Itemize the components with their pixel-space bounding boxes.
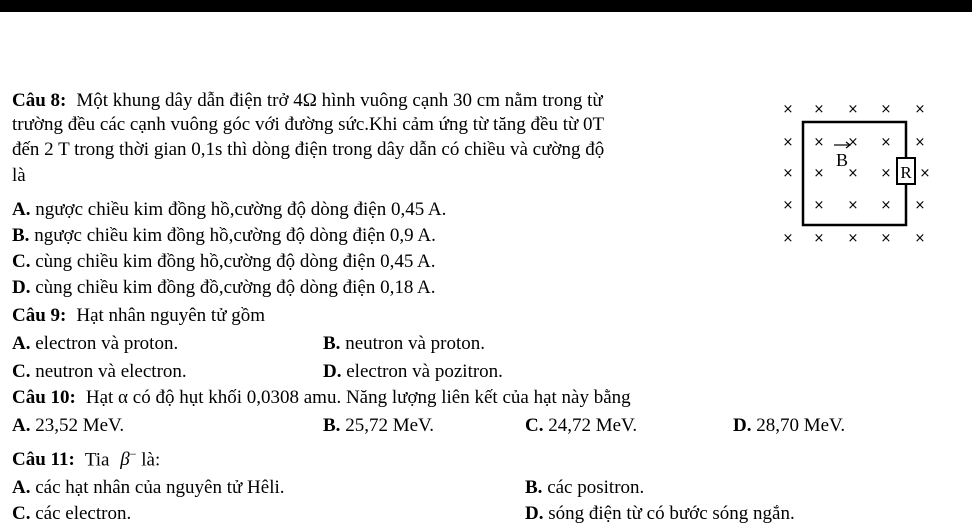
q11-option-a[interactable]: A. các hạt nhân của nguyên tử Hêli. <box>12 477 285 498</box>
q8-option-a[interactable]: A. ngược chiều kim đồng hồ,cường độ dòng điện 0,45 A. <box>12 199 447 220</box>
q11-stem: Câu 11: Tia β− là: <box>12 447 161 471</box>
q8-stem-line-2: trường đều các cạnh vuông góc với đường sức.Khi cảm ứng từ tăng đều từ 0T <box>12 114 605 135</box>
q9-option-d[interactable]: D. electron và pozitron. <box>323 361 503 382</box>
svg-text:×: × <box>847 102 859 117</box>
svg-text:×: × <box>914 135 926 150</box>
svg-text:×: × <box>782 135 794 150</box>
q8-label: Câu 8: <box>12 90 67 111</box>
svg-text:×: × <box>847 135 859 150</box>
q10-stem: Câu 10: Hạt α có độ hụt khối 0,0308 amu. Năng lượng liên kết của hạt này bằng <box>12 387 631 408</box>
svg-text:×: × <box>782 102 794 117</box>
q9-option-c[interactable]: C. neutron và electron. <box>12 361 187 382</box>
q9-option-b[interactable]: B. neutron và proton. <box>323 333 486 354</box>
svg-text:×: × <box>813 166 825 181</box>
svg-text:×: × <box>847 231 859 246</box>
svg-text:×: × <box>880 102 892 117</box>
svg-text:×: × <box>813 198 825 213</box>
svg-text:×: × <box>880 231 892 246</box>
svg-text:×: × <box>847 198 859 213</box>
q10-option-b[interactable]: B. 25,72 MeV. <box>323 415 435 436</box>
field-label: B <box>835 150 849 170</box>
beta-minus-sup: − <box>129 447 137 461</box>
q8-stem-line-4: là <box>12 165 26 186</box>
svg-text:×: × <box>914 102 926 117</box>
q11-option-d[interactable]: D. sóng điện từ có bước sóng ngắn. <box>525 503 795 524</box>
q11-option-c[interactable]: C. các electron. <box>12 503 132 524</box>
svg-text:×: × <box>782 166 794 181</box>
svg-text:×: × <box>813 135 825 150</box>
svg-text:×: × <box>782 198 794 213</box>
svg-text:×: × <box>813 231 825 246</box>
svg-text:×: × <box>813 102 825 117</box>
q10-option-a[interactable]: A. 23,52 MeV. <box>12 415 125 436</box>
svg-text:×: × <box>914 231 926 246</box>
q10-option-c[interactable]: C. 24,72 MeV. <box>525 415 638 436</box>
top-black-bar <box>0 0 972 12</box>
q10-label: Câu 10: <box>12 387 76 408</box>
svg-text:×: × <box>880 135 892 150</box>
svg-text:×: × <box>880 166 892 181</box>
magnetic-field-loop-diagram <box>770 92 970 252</box>
q8-stem-line-1: Câu 8: Một khung dây dẫn điện trở 4Ω hình vuông cạnh 30 cm nằm trong từ <box>12 90 603 111</box>
svg-text:×: × <box>847 166 859 181</box>
q9-option-a[interactable]: A. electron và proton. <box>12 333 179 354</box>
q8-option-b[interactable]: B. ngược chiều kim đồng hồ,cường độ dòng điện 0,9 A. <box>12 225 436 246</box>
q9-stem: Câu 9: Hạt nhân nguyên tử gồm <box>12 305 266 326</box>
resistor-label: R <box>900 163 912 182</box>
svg-text:×: × <box>914 198 926 213</box>
svg-text:×: × <box>880 198 892 213</box>
svg-text:×: × <box>782 231 794 246</box>
vector-arrow-icon <box>834 142 850 148</box>
beta-symbol: β <box>120 449 130 471</box>
q11-label: Câu 11: <box>12 449 75 471</box>
q11-option-b[interactable]: B. các positron. <box>525 477 645 498</box>
q10-option-d[interactable]: D. 28,70 MeV. <box>733 415 846 436</box>
svg-text:×: × <box>919 166 931 181</box>
q8-option-d[interactable]: D. cùng chiều kim đồng đồ,cường độ dòng điện 0,18 A. <box>12 277 436 298</box>
q8-stem-line-3: đến 2 T trong thời gian 0,1s thì dòng điện trong dây dẫn có chiều và cường độ <box>12 139 605 160</box>
q8-option-c[interactable]: C. cùng chiều kim đồng hồ,cường độ dòng điện 0,45 A. <box>12 251 436 272</box>
q9-label: Câu 9: <box>12 305 67 326</box>
